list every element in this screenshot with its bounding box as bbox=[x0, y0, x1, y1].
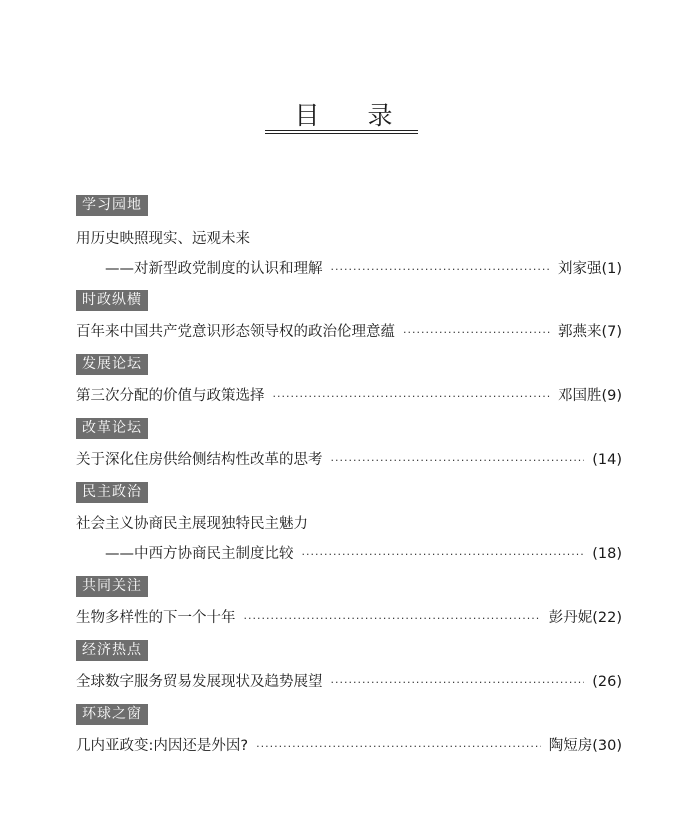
leader-dots bbox=[244, 608, 541, 630]
entry-author-page: 刘家强(1) bbox=[557, 261, 622, 277]
section-label-fazhan: 发展论坛 bbox=[76, 354, 148, 375]
entry-title[interactable]: 社会主义协商民主展现独特民主魅力 bbox=[76, 516, 308, 532]
leader-dots bbox=[403, 322, 550, 344]
leader-dots bbox=[256, 736, 541, 758]
entry-subtitle: ——中西方协商民主制度比较 bbox=[105, 546, 294, 562]
entry-author-page: 陶短房(30) bbox=[548, 738, 622, 754]
leader-dots bbox=[331, 672, 585, 694]
entry-title: 全球数字服务贸易发展现状及趋势展望 bbox=[76, 674, 323, 690]
toc-entry[interactable] bbox=[76, 607, 622, 629]
toc-entry[interactable] bbox=[105, 543, 622, 565]
toc-entry[interactable] bbox=[76, 385, 622, 407]
entry-title: 几内亚政变:内因还是外因? bbox=[76, 738, 249, 754]
toc-entry[interactable] bbox=[105, 258, 622, 280]
entry-title: 第三次分配的价值与政策选择 bbox=[76, 388, 265, 404]
entry-title: 百年来中国共产党意识形态领导权的政治伦理意蕴 bbox=[76, 324, 395, 340]
title-char-2: 录 bbox=[367, 101, 441, 130]
page-title bbox=[0, 100, 687, 132]
title-underline bbox=[265, 130, 418, 134]
section-label-xuexi: 学习园地 bbox=[76, 195, 148, 216]
entry-author-page: 彭丹妮(22) bbox=[548, 610, 622, 626]
entry-subtitle: ——对新型政党制度的认识和理解 bbox=[105, 261, 323, 277]
section-label-shizheng: 时政纵横 bbox=[76, 290, 148, 311]
entry-title: 生物多样性的下一个十年 bbox=[76, 610, 236, 626]
entry-title[interactable]: 用历史映照现实、远观未来 bbox=[76, 231, 250, 247]
entry-author-page: (26) bbox=[592, 674, 622, 690]
section-label-gongtong: 共同关注 bbox=[76, 576, 148, 597]
leader-dots bbox=[331, 259, 550, 281]
leader-dots bbox=[302, 544, 585, 566]
entry-author-page: (14) bbox=[592, 452, 622, 468]
toc-entry[interactable] bbox=[76, 449, 622, 471]
toc-entry[interactable] bbox=[76, 321, 622, 343]
entry-title: 关于深化住房供给侧结构性改革的思考 bbox=[76, 452, 323, 468]
entry-author-page: 邓国胜(9) bbox=[557, 388, 622, 404]
title-char-1: 目 bbox=[294, 101, 368, 130]
section-label-minzhu: 民主政治 bbox=[76, 482, 148, 503]
section-label-huanqiu: 环球之窗 bbox=[76, 704, 148, 725]
toc-entry[interactable] bbox=[76, 671, 622, 693]
toc-entry[interactable] bbox=[76, 735, 622, 757]
section-label-jingji: 经济热点 bbox=[76, 640, 148, 661]
section-label-gaige: 改革论坛 bbox=[76, 418, 148, 439]
leader-dots bbox=[331, 450, 585, 472]
entry-author-page: 郭燕来(7) bbox=[557, 324, 622, 340]
leader-dots bbox=[273, 386, 550, 408]
entry-author-page: (18) bbox=[592, 546, 622, 562]
